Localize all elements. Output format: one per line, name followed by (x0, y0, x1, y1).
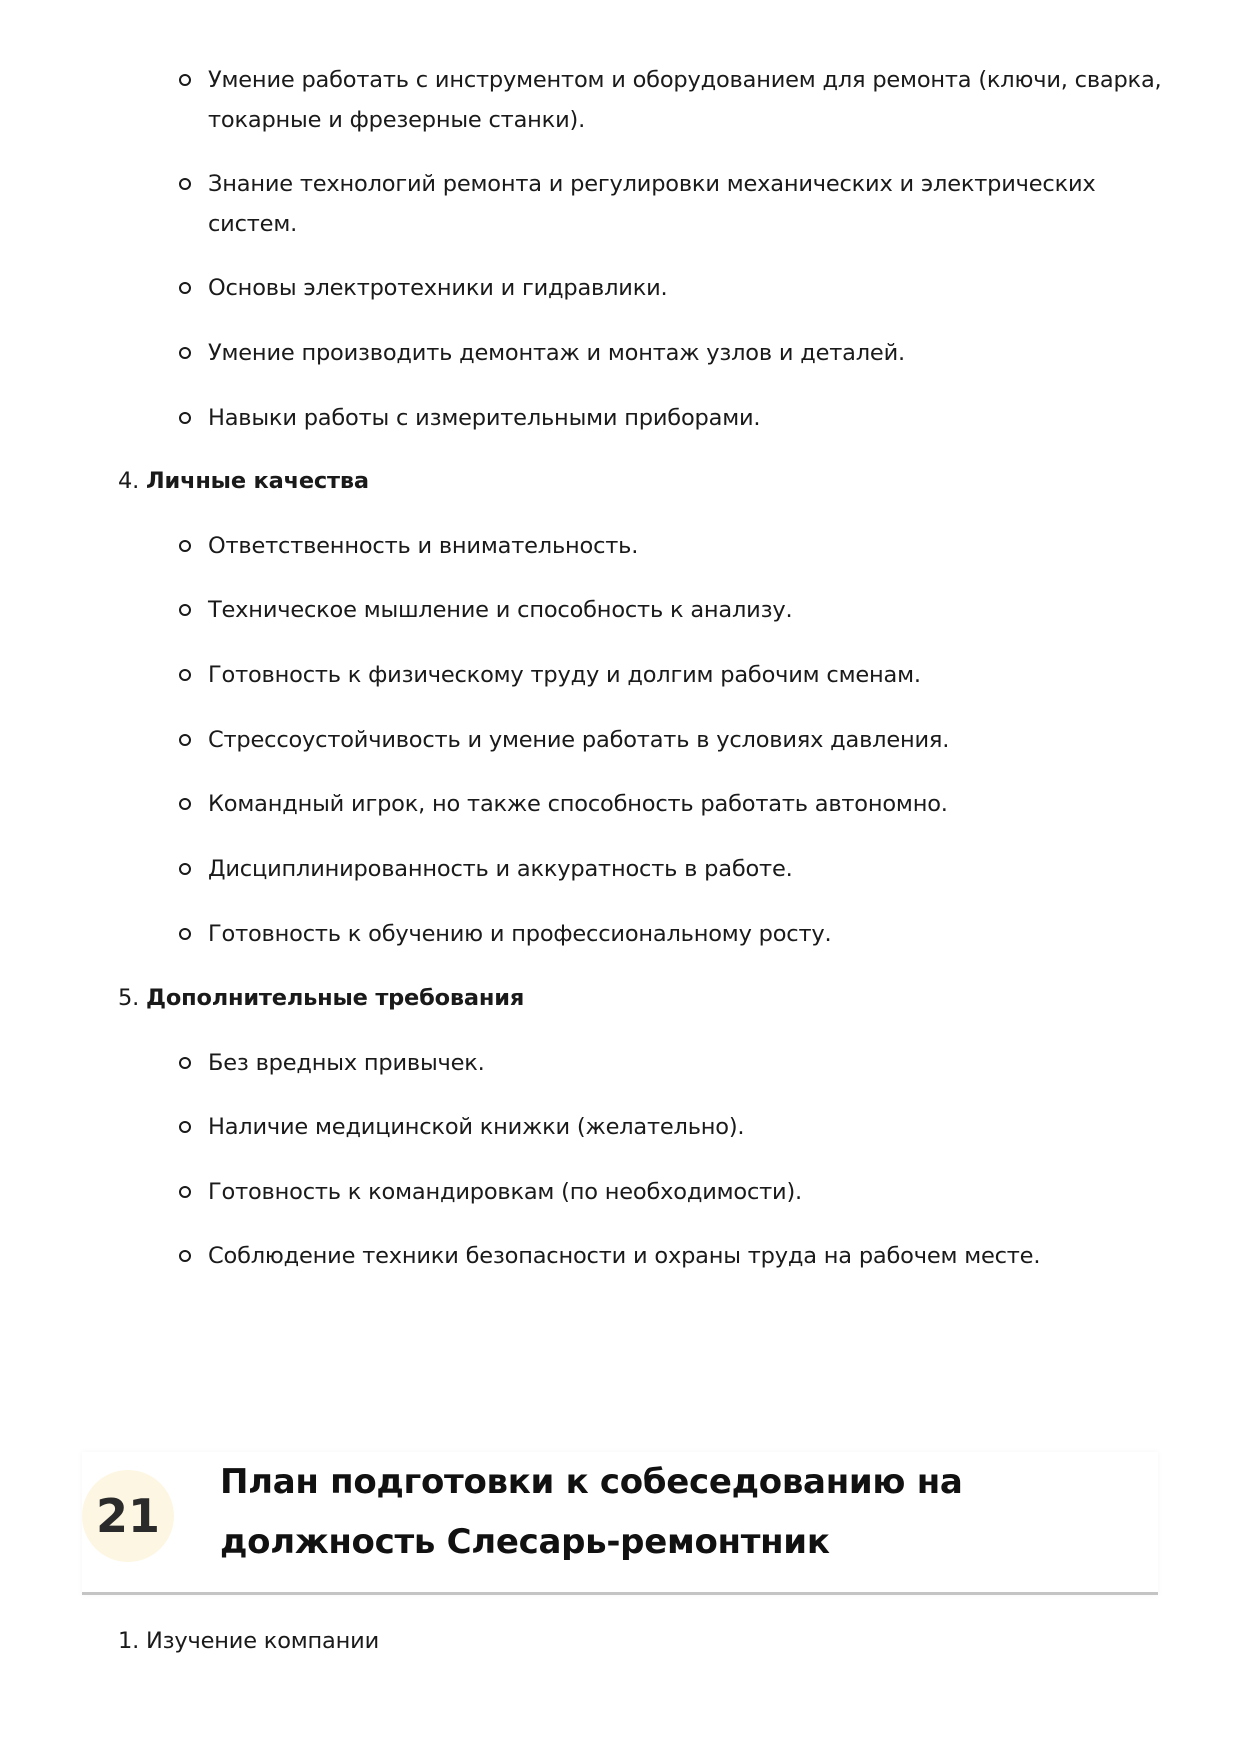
list-item: Без вредных привычек. (208, 1043, 1168, 1083)
hollow-bullet-icon (179, 1186, 191, 1198)
hollow-bullet-icon (179, 540, 191, 552)
list-item: Соблюдение техники безопасности и охраны труда на рабочем месте. (208, 1236, 1168, 1276)
numbered-item-additional-requirements: 5. Дополнительные требования (118, 985, 525, 1011)
numbered-item-company-research: 1. Изучение компании (118, 1628, 379, 1654)
hollow-bullet-icon (179, 928, 191, 940)
hollow-bullet-icon (179, 1250, 191, 1262)
hollow-bullet-icon (179, 1057, 191, 1069)
list-item: Готовность к физическому труду и долгим рабочим сменам. (208, 655, 1168, 695)
list-item: Стрессоустойчивость и умение работать в условиях давления. (208, 720, 1168, 760)
list-item: Командный игрок, но также способность работать автономно. (208, 784, 1168, 824)
list-item: Умение производить демонтаж и монтаж узлов и деталей. (208, 333, 1168, 373)
section-number-badge: 21 (82, 1470, 174, 1562)
numbered-item-title: Дополнительные требования (146, 985, 525, 1011)
list-item: Знание технологий ремонта и регулировки механических и электрических систем. (208, 164, 1168, 244)
list-item: Навыки работы с измерительными приборами. (208, 398, 1168, 438)
hollow-bullet-icon (179, 734, 191, 746)
numbered-item-personal-qualities: 4. Личные качества (118, 468, 369, 494)
list-item: Ответственность и внимательность. (208, 526, 1168, 566)
hollow-bullet-icon (179, 604, 191, 616)
hollow-bullet-icon (179, 1121, 191, 1133)
hollow-bullet-icon (179, 282, 191, 294)
hollow-bullet-icon (179, 178, 191, 190)
list-item: Умение работать с инструментом и оборудованием для ремонта (ключи, сварка, токарные и фрезерные станки). (208, 60, 1168, 140)
hollow-bullet-icon (179, 863, 191, 875)
list-item: Готовность к командировкам (по необходимости). (208, 1172, 1168, 1212)
section-header (82, 1452, 1158, 1595)
list-item: Наличие медицинской книжки (желательно). (208, 1107, 1168, 1147)
hollow-bullet-icon (179, 412, 191, 424)
hollow-bullet-icon (179, 74, 191, 86)
list-item: Основы электротехники и гидравлики. (208, 268, 1168, 308)
numbered-item-title: Личные качества (146, 468, 369, 494)
hollow-bullet-icon (179, 669, 191, 681)
list-item: Техническое мышление и способность к анализу. (208, 590, 1168, 630)
list-item: Дисциплинированность и аккуратность в работе. (208, 849, 1168, 889)
hollow-bullet-icon (179, 347, 191, 359)
list-item: Готовность к обучению и профессиональному росту. (208, 914, 1168, 954)
hollow-bullet-icon (179, 798, 191, 810)
section-title: План подготовки к собеседованию на должность Слесарь-ремонтник (220, 1462, 963, 1562)
